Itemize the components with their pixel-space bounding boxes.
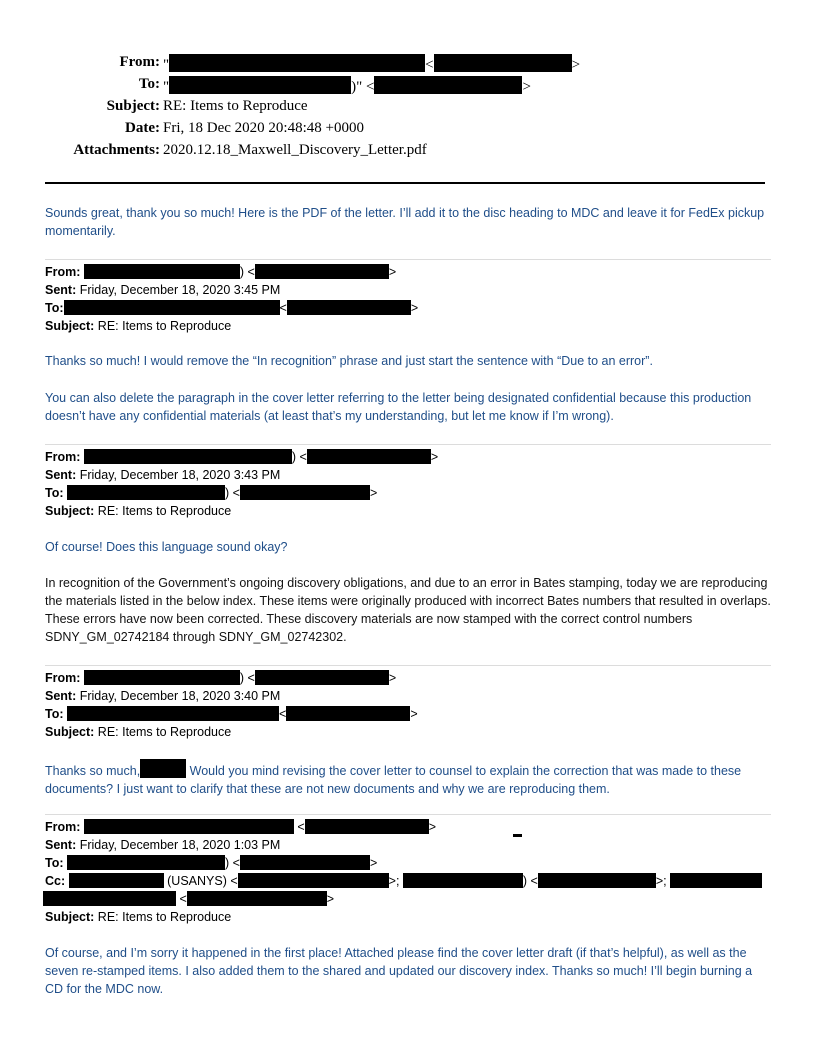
message-header [0, 0, 816, 190]
redaction [538, 873, 656, 888]
email2-to-line: To: ) < > [45, 486, 378, 500]
email2-body-p1: Of course! Does this language sound okay? [45, 540, 288, 554]
redaction [84, 264, 240, 279]
redaction [69, 873, 164, 888]
email1-body-p2: You can also delete the paragraph in the cover letter referring to the letter being designated confidential because this production doesn’t have any confidential materials (at least that’s my understanding, but let me know if I’m wrong). [45, 391, 752, 423]
email4-to-line: To: ) < > [45, 856, 378, 870]
header-date-label: Date: [125, 120, 160, 136]
redaction [240, 855, 370, 870]
email1-to-line: To: < > [45, 301, 419, 315]
reply-body: Sounds great, thank you so much! Here is the PDF of the letter. I’ll add it to the disc heading to MDC and leave it for FedEx pickup momentarily. [45, 206, 765, 238]
header-subject-label: Subject: [106, 98, 160, 114]
redaction [67, 706, 279, 721]
header-from-value: " < > [163, 54, 580, 74]
email2-from-line: From: ) < > [45, 450, 439, 464]
email2-sent-line: Sent: Friday, December 18, 2020 3:43 PM [45, 468, 281, 482]
redaction [84, 670, 240, 685]
email4-subject-line: Subject: RE: Items to Reproduce [45, 910, 232, 924]
redaction [403, 873, 523, 888]
email2-body-p2: In recognition of the Government’s ongoing discovery obligations, and due to an error in Bates stamping, today we are reproducing the materials listed in the below index. These items were originally produced with incorrect Bates numbers that resulted in overlaps. These errors have now been corrected. These discovery materials are now stamped with the correct control numbers SDNY_GM_02742184 through SDNY_GM_02742302. [45, 576, 771, 644]
email4-cc-line: Cc: (USANYS) < >; ) < >; [45, 872, 762, 890]
thread-separator [45, 665, 771, 666]
redaction [307, 449, 431, 464]
email4-sent-line: Sent: Friday, December 18, 2020 1:03 PM [45, 838, 281, 852]
email3-sent-line: Sent: Friday, December 18, 2020 3:40 PM [45, 689, 281, 703]
email3-subject-line: Subject: RE: Items to Reproduce [45, 725, 232, 739]
email3-from-line: From: ) < > [45, 671, 397, 685]
redaction [67, 485, 225, 500]
header-to-value: " )" < > [163, 76, 531, 96]
redaction [64, 300, 280, 315]
redaction [169, 76, 351, 94]
header-attachment-link[interactable]: 2020.12.18_Maxwell_Discovery_Letter.pdf [163, 142, 427, 158]
redaction [43, 891, 176, 906]
header-from-label: From: [119, 54, 160, 70]
redaction [84, 449, 292, 464]
email1-subject-line: Subject: RE: Items to Reproduce [45, 319, 232, 333]
redaction [255, 264, 389, 279]
redaction [255, 670, 389, 685]
email2-subject-line: Subject: RE: Items to Reproduce [45, 504, 232, 518]
email1-body-p1: Thanks so much! I would remove the “In recognition” phrase and just start the sentence with “Due to an error”. [45, 354, 653, 368]
thread-separator [45, 814, 771, 815]
redaction [169, 54, 425, 72]
redaction [305, 819, 429, 834]
header-to-label: To: [138, 76, 160, 92]
header-date-value: Fri, 18 Dec 2020 20:48:48 +0000 [163, 120, 364, 136]
redaction [140, 759, 186, 778]
header-subject-value: RE: Items to Reproduce [163, 98, 308, 114]
email4-cc-line-cont: < > [43, 890, 334, 908]
thread-separator [45, 444, 771, 445]
redaction [240, 485, 370, 500]
redaction [374, 76, 522, 94]
header-divider [45, 182, 765, 184]
redaction [187, 891, 327, 906]
email4-body: Of course, and I’m sorry it happened in the first place! Attached please find the cover letter draft (if that’s helpful), as well as the seven re-stamped items. I also added them to the shared and updated our discovery index. Thanks so much! I’ll begin burning a CD for the MDC now. [45, 946, 753, 996]
email4-from-line: From: < > [45, 820, 436, 834]
email1-sent-line: Sent: Friday, December 18, 2020 3:45 PM [45, 283, 281, 297]
redaction [238, 873, 389, 888]
redaction [670, 873, 762, 888]
redaction [286, 706, 410, 721]
email1-from-line: From: ) < > [45, 265, 397, 279]
header-attachments-label: Attachments: [73, 142, 160, 158]
redaction [287, 300, 411, 315]
thread-separator [45, 259, 771, 260]
stray-mark [513, 834, 522, 837]
redaction [67, 855, 225, 870]
email3-to-line: To: < > [45, 707, 418, 721]
redaction [84, 819, 294, 834]
email3-body: Thanks so much, Would you mind revising the cover letter to counsel to explain the correction that was made to these documents? I just want to clarify that these are not new documents and why we are reproducing them. [45, 759, 773, 798]
redaction [434, 54, 572, 72]
